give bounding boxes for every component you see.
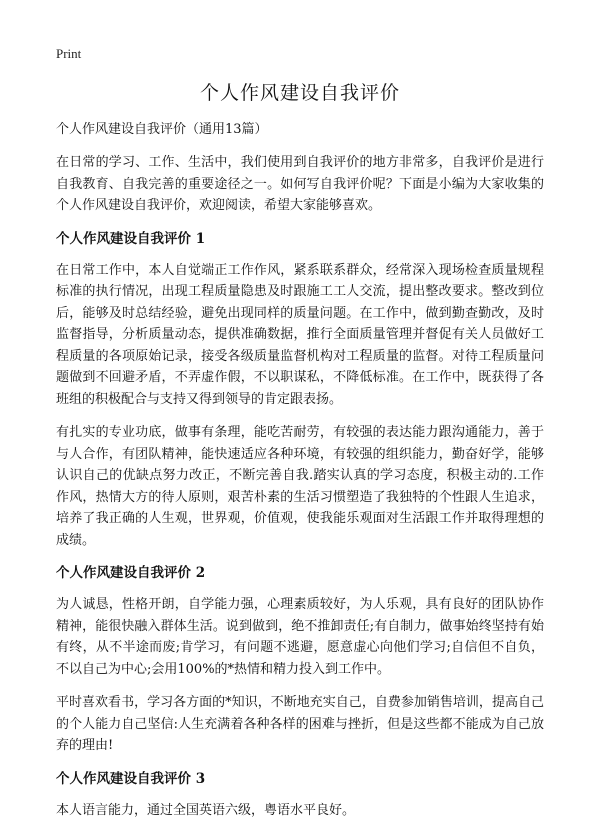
page-title: 个人作风建设自我评价 [199, 82, 400, 104]
section-2-paragraph-1: 为人诚恳，性格开朗，自学能力强，心理素质较好，为人乐观，具有良好的团队协作精神，能很快融入群体生活。说到做到，绝不推卸责任;有自制力，做事始终坚持有始有终，从不半途而废;肯学习，有问题不逃避，愿意虚心向他们学习;自信但不自负，不以自己为中心;会用100%的*热情和精力投入到工作中。 [56, 597, 544, 677]
print-link[interactable]: Print [56, 46, 82, 61]
section-3-paragraph-1: 本人语言能力，通过全国英语六级，粤语水平良好。 [56, 802, 356, 818]
section-2-paragraph-2: 平时喜欢看书，学习各方面的*知识，不断地充实自己，自费参加销售培训，提高自己的个人能力自己坚信:人生充满着各种各样的困难与挫折，但是这些都不能成为自己放弃的理由! [56, 695, 544, 753]
section-1-paragraph-1: 在日常工作中，本人自觉端正工作作风，紧系联系群众，经常深入现场检查质量规程标准的执行情况，出现工程质量隐患及时跟施工工人交流，提出整改要求。整改到位后，能够及时总结经验，避免出现同样的质量问题。在工作中，做到勤查勤改，及时监督指导，分析质量动态，提供准确数据，推行全面质量管理并督促有关人员做好工程质量的各项原始记录，接受各级质量监督机构对工程质量的监督。对待工程质量问题做到不回避矛盾，不弄虚作假，不以职谋私，不降低标准。在工作中，既获得了各班组的积极配合与支持又得到领导的肯定跟表扬。 [56, 262, 544, 407]
section-heading-1: 个人作风建设自我评价 1 [56, 230, 206, 247]
intro-paragraph: 在日常的学习、工作、生活中，我们使用到自我评价的地方非常多，自我评价是进行自我教育、自我完善的重要途径之一。如何写自我评价呢？下面是小编为大家收集的个人作风建设自我评价，欢迎阅读，希望大家能够喜欢。 [56, 155, 544, 213]
section-heading-3: 个人作风建设自我评价 3 [56, 770, 206, 787]
document-subtitle: 个人作风建设自我评价（通用13篇） [56, 122, 268, 137]
section-heading-2: 个人作风建设自我评价 2 [56, 565, 206, 581]
section-1-paragraph-2: 有扎实的专业功底，做事有条理，能吃苦耐劳，有较强的表达能力跟沟通能力，善于与人合作，有团队精神，能快速适应各种环境，有较强的组织能力，勤奋好学，能够认识自己的优缺点努力改正，不断完善自我.踏实认真的学习态度，积极主动的.工作作风，热情大方的待人原则，艰苦朴素的生活习惯塑造了我独特的个性跟人生追求，培养了我正确的人生观，世界观，价值观，使我能乐观面对生活跟工作并取得理想的成绩。 [56, 425, 544, 548]
